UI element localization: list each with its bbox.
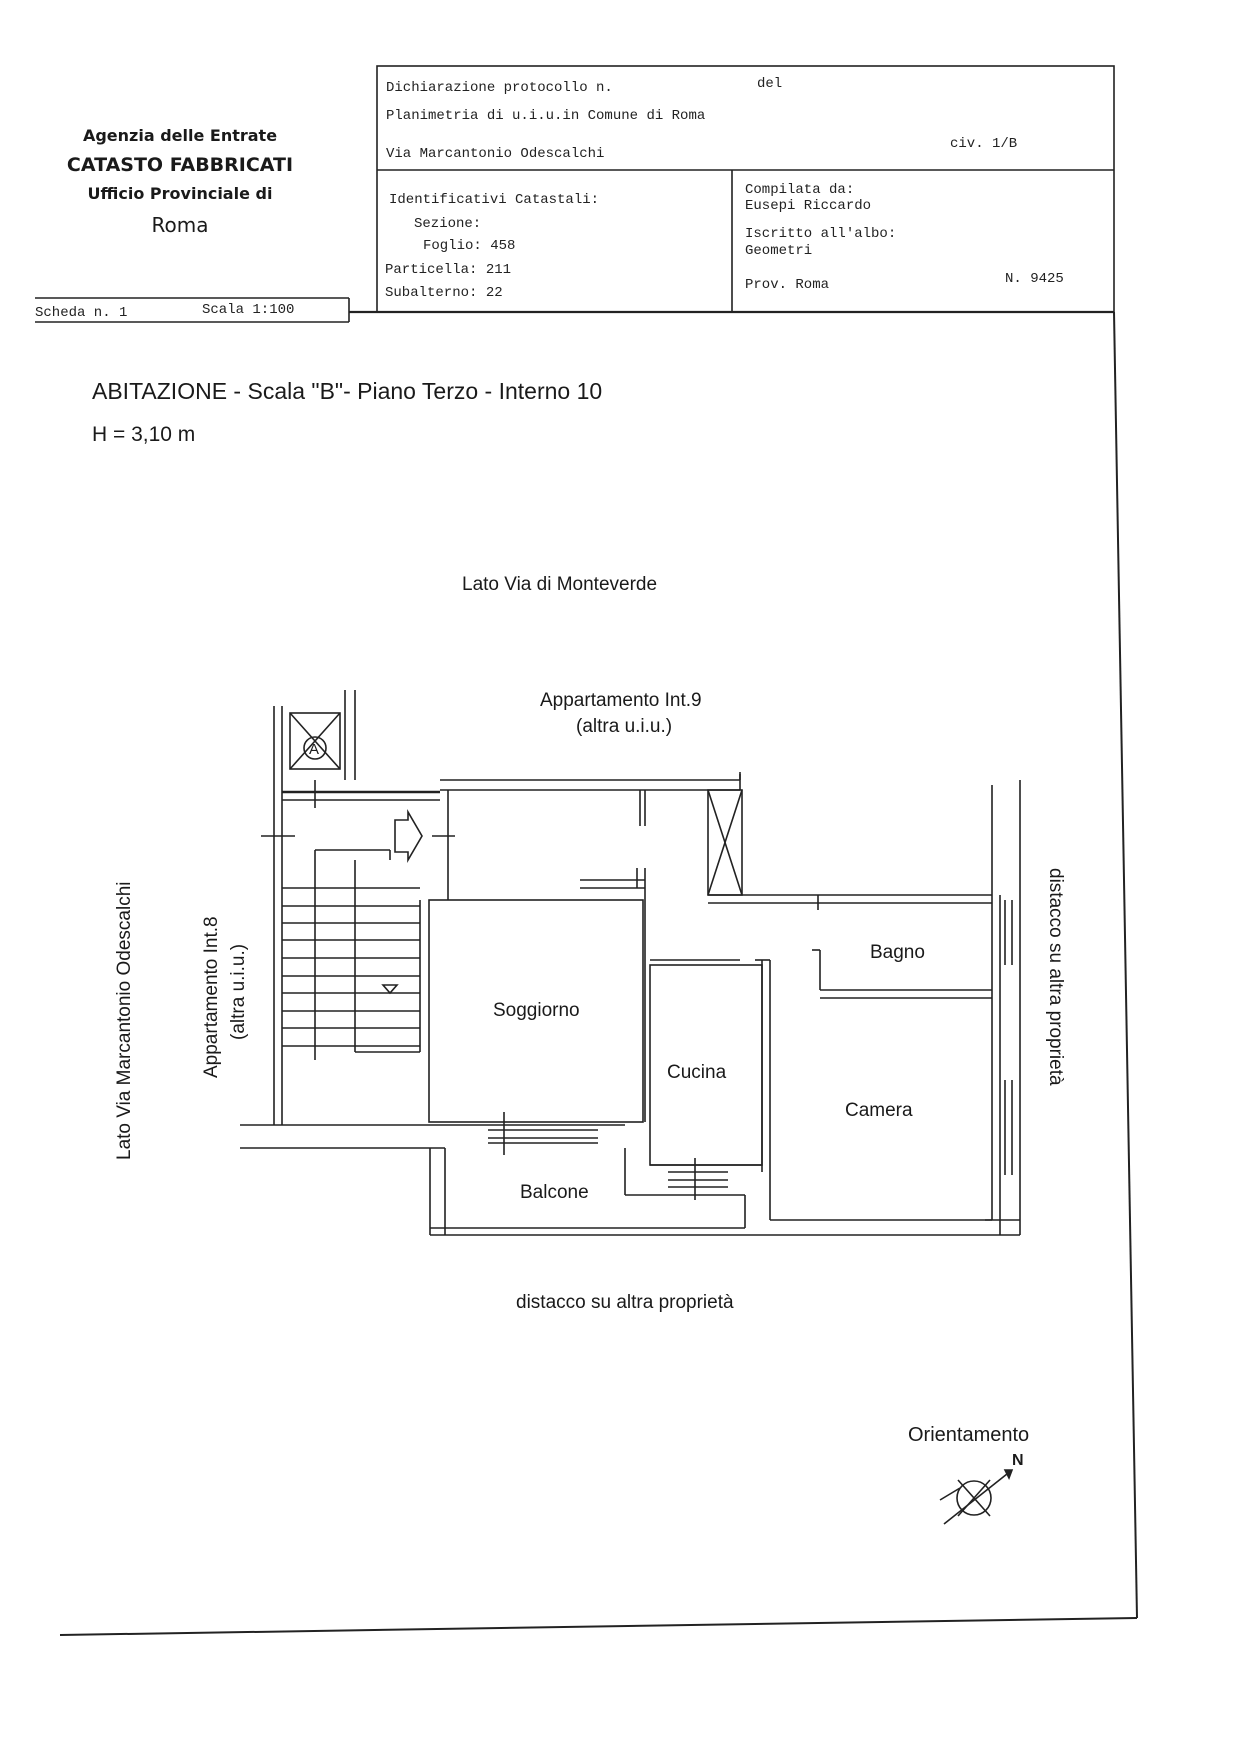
identifiers-title: Identificativi Catastali: [389, 192, 600, 208]
app9-sub-label: (altra u.i.u.) [576, 716, 673, 737]
register-province: Prov. Roma [745, 277, 830, 293]
compiler-label: Compilata da: [745, 182, 855, 198]
plan-title: ABITAZIONE - Scala "B"- Piano Terzo - Interno 10 [92, 378, 603, 404]
elevator-letter: A [309, 741, 320, 758]
orientation-label: Orientamento [908, 1424, 1030, 1446]
address-street: Via Marcantonio Odescalchi [386, 146, 605, 162]
distacco-bottom-label: distacco su altra proprietà [516, 1292, 734, 1313]
register-label: Iscritto all'albo: [745, 226, 897, 242]
agency-name: Agenzia delle Entrate [82, 126, 278, 145]
scheda-number: Scheda n. 1 [35, 305, 128, 321]
north-label: N [1012, 1452, 1024, 1469]
camera-label: Camera [845, 1100, 913, 1121]
register-value: Geometri [745, 243, 813, 259]
header-box [377, 66, 1114, 312]
protocol-label: Dichiarazione protocollo n. [386, 80, 613, 96]
register-number: N. 9425 [1005, 271, 1064, 287]
protocol-date-label: del [757, 76, 783, 92]
balcone-label: Balcone [520, 1182, 589, 1203]
particella-field: Particella: 211 [385, 262, 512, 278]
cucina-label: Cucina [667, 1062, 727, 1083]
ufficio-label: Ufficio Provinciale di [87, 184, 273, 203]
app8-sub-label: (altra u.i.u.) [228, 943, 249, 1040]
lato-left-label: Lato Via Marcantonio Odescalchi [114, 881, 135, 1160]
planimetria-label: Planimetria di u.i.u.in Comune di Roma [386, 108, 706, 124]
address-civic: civ. 1/B [950, 136, 1018, 152]
app8-label: Appartamento Int.8 [201, 916, 222, 1078]
foglio-field: Foglio: 458 [423, 238, 516, 254]
ceiling-height: H = 3,10 m [92, 423, 196, 446]
subalterno-field: Subalterno: 22 [385, 285, 503, 301]
compiler-name: Eusepi Riccardo [745, 198, 872, 214]
catasto-title: CATASTO FABBRICATI [66, 154, 294, 176]
app9-label: Appartamento Int.9 [540, 690, 702, 711]
lato-top-label: Lato Via di Monteverde [462, 574, 658, 595]
scheda-scale: Scala 1:100 [202, 302, 295, 318]
bagno-label: Bagno [870, 942, 925, 963]
soggiorno-label: Soggiorno [493, 1000, 580, 1021]
sezione-field: Sezione: [414, 216, 482, 232]
ufficio-city: Roma [151, 213, 209, 237]
distacco-right-label: distacco su altra proprietà [1045, 868, 1066, 1086]
